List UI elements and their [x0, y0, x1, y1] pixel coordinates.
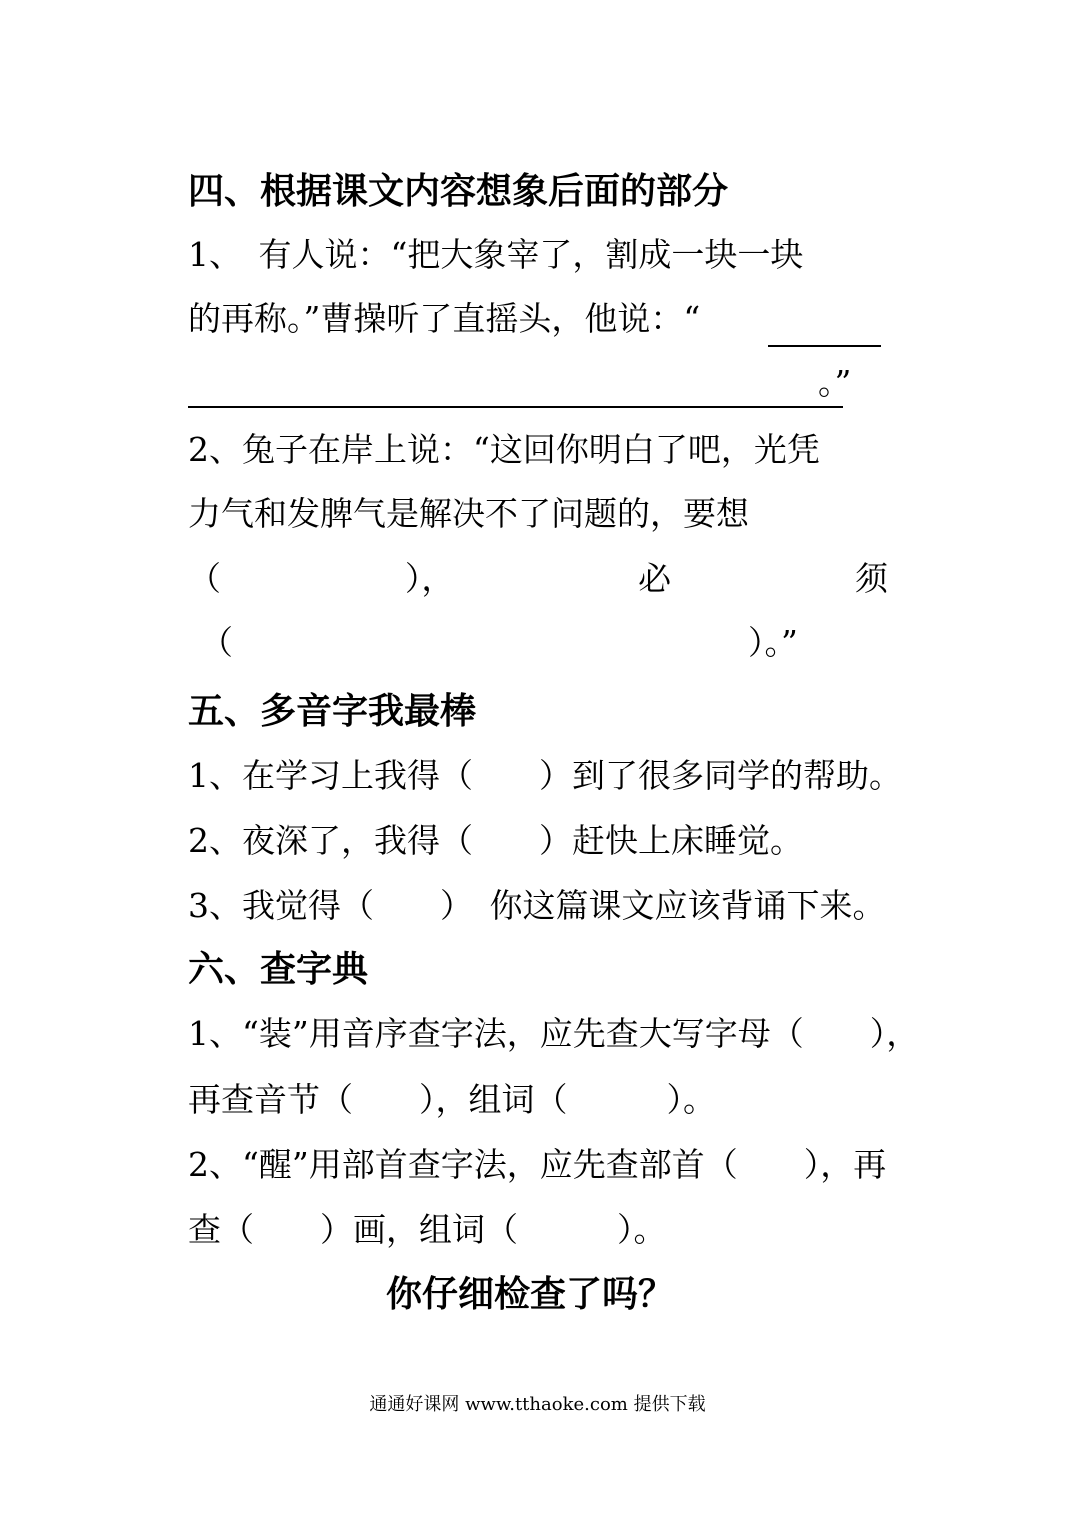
question-4-1-end: 。” [818, 363, 852, 402]
closing-reminder: 你仔细检查了吗？ [386, 1274, 675, 1315]
section-6-heading: 六、查字典 [188, 949, 369, 990]
question-4-2-line-1: 2、兔子在岸上说：“这回你明白了吧，光凭 [188, 430, 820, 469]
question-5-2: 2、夜深了，我得（ ）赶快上床睡觉。 [188, 821, 803, 860]
answer-blank-line [768, 345, 881, 347]
question-6-1-line-1: 1、“装”用音序查字法，应先查大写字母（ ）， [188, 1014, 920, 1053]
question-6-2-line-1: 2、“醒”用部首查字法，应先查部首（ ），再 [188, 1145, 887, 1184]
question-6-2-line-2: 查（ ）画，组词（ ）。 [188, 1210, 667, 1249]
paren-open: （ [188, 559, 221, 598]
section-5-heading: 五、多音字我最棒 [188, 691, 477, 732]
question-4-2-line-4-close: ）。” [748, 623, 798, 662]
paren-close: ）， [404, 559, 455, 598]
question-5-3: 3、我觉得（ ） 你这篇课文应该背诵下来。 [188, 886, 886, 925]
question-4-2-line-4-open: （ [200, 623, 233, 662]
question-6-1-line-2: 再查音节（ ），组词（ ）。 [188, 1080, 716, 1119]
word: 须 [854, 559, 888, 598]
question-4-1-line-1: 1、 有人说：“把大象宰了，割成一块一块 [188, 235, 804, 274]
question-4-2-line-3 [188, 553, 888, 600]
question-4-2-line-2: 力气和发脾气是解决不了问题的，要想 [188, 494, 749, 533]
question-4-1-line-2: 的再称。”曹操听了直摇头，他说：“ [188, 299, 701, 338]
section-4-heading: 四、根据课文内容想象后面的部分 [188, 171, 729, 212]
answer-blank-line [188, 406, 843, 408]
word: 必 [638, 559, 672, 598]
question-5-1: 1、在学习上我得（ ）到了很多同学的帮助。 [188, 756, 902, 795]
footer-credit: 通通好课网 www.tthaoke.com 提供下载 [369, 1394, 706, 1415]
